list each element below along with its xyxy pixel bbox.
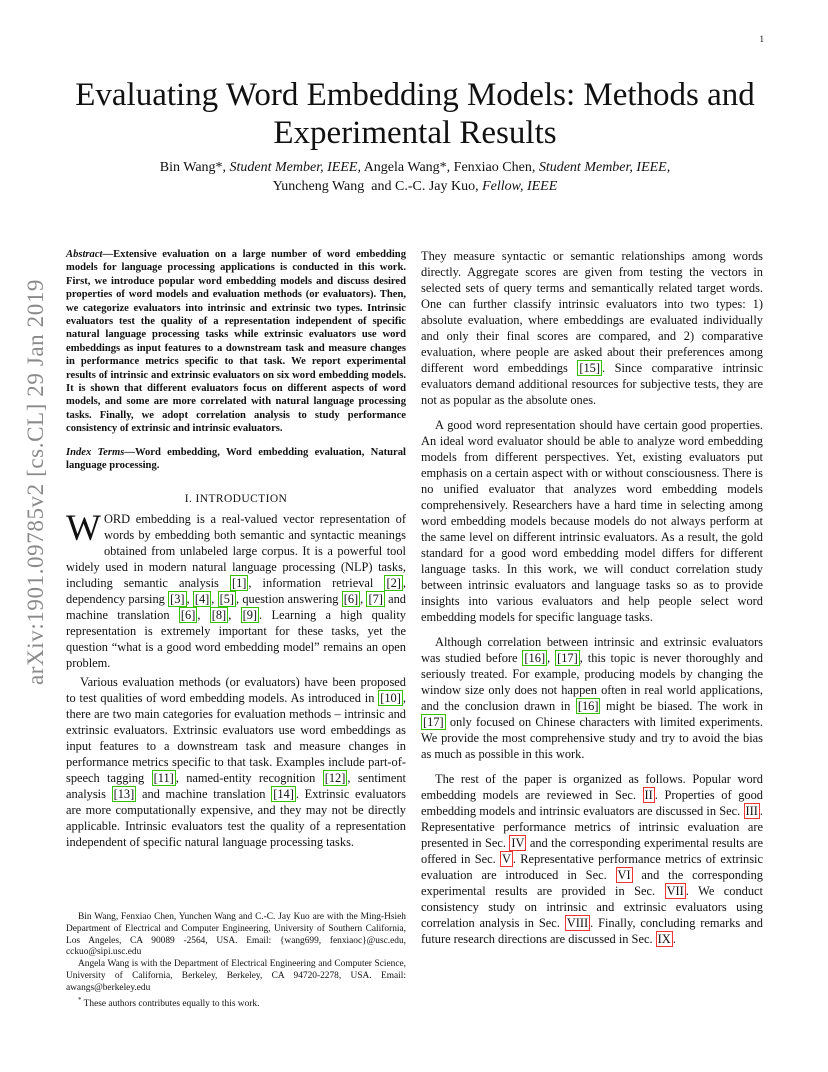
intro-text: , dependency parsing: [66, 575, 406, 606]
section-link[interactable]: II: [644, 788, 653, 802]
section-link[interactable]: III: [745, 804, 758, 818]
citation-link[interactable]: [14]: [273, 786, 294, 801]
citation-link[interactable]: [6]: [343, 591, 359, 606]
intro-text: ,: [360, 591, 367, 606]
right-paragraph-3: [421, 634, 763, 762]
footnote-mark: *: [78, 995, 82, 1004]
body-text: . Properties of good embedding models and intrinsic evaluators are discussed in Sec.: [421, 788, 763, 818]
body-text: . Finally, concluding remarks and future research directions are discussed in Sec.: [421, 916, 763, 946]
paper-title: [60, 76, 770, 152]
abstract-text: —Extensive evaluation on a large number of word embedding models for language processing applications is conducted in this work. First, we introduce popular word embedding models and discuss desired properties of word models and evaluation methods (or evaluators). Then, we categorize evaluators into intrinsic and extrinsic two types. Intrinsic evaluators test the quality of a representation independent of specific natural language processing tasks while extrinsic evaluators use word embeddings as input features to a downstream task and measure changes in performance metrics specific to that task. We report experimental results of intrinsic and extrinsic evaluators on six word embedding models. It is shown that different evaluators focus on different aspects of word models, and some are more correlated with natural language processing tasks. Finally, we adopt correlation analysis to study performance consistency of extrinsic and intrinsic evaluators.: [66, 249, 406, 435]
citation-link[interactable]: [3]: [170, 591, 185, 606]
abstract-label: Abstract: [66, 249, 103, 260]
body-text: . Representative performance metrics of extrinsic evaluation are introduced in Sec.: [421, 852, 763, 882]
author-1-role: Student Member, IEEE,: [229, 160, 361, 175]
citation-link[interactable]: [16]: [524, 651, 546, 665]
index-terms-text: —Word embedding, Word embedding evaluation, Natural language processing.: [66, 446, 406, 472]
citation-link[interactable]: [17]: [423, 715, 444, 729]
citation-link[interactable]: [12]: [324, 770, 346, 785]
title-line-2: Experimental Results: [273, 115, 557, 151]
right-paragraph-2: A good word representation should have certain good properties. An ideal word evaluator should be able to analyze word embedding models from different perspectives. Yet, existing evaluators put emphasis on a certain aspect with or without consciousness. There is no unified evaluator that analyzes word embedding models comprehensively. Researchers have a hard time in selecting among word embedding models because models do not always perform at the same level on different intrinsic evaluators. As a result, the gold standard for a good word embedding model differs for different language tasks. In this work, we will conduct correlation study between intrinsic evaluators and language tasks so as to provide insights into various evaluators and help people select word embedding models for specific language tasks.: [421, 418, 763, 624]
intro-text: , question answering: [236, 591, 342, 606]
right-paragraph-4: [421, 771, 763, 947]
footnote-affiliation-usc: Bin Wang, Fenxiao Chen, Yunchen Wang and C.-C. Jay Kuo are with the Ming-Hsieh Department of Electrical and Computer Engineering, University of Southern California, Los Angeles, CA 90089 -2564, USA. Email: {wang699, fenxiaoc}@usc.edu, cckuo@sipi.usc.edu: [66, 912, 406, 958]
body-text: ,: [547, 651, 556, 665]
citation-link[interactable]: [10]: [380, 690, 401, 705]
footnotes: [66, 912, 406, 1011]
index-terms-label: Index Terms: [66, 446, 125, 458]
arxiv-identifier: arXiv:1901.09785v2 [cs.CL] 29 Jan 2019: [23, 278, 48, 686]
citation-link[interactable]: [8]: [211, 607, 227, 622]
intro-text: ORD embedding is a real-valued vector representation of words by embedding both semantic and syntactic meanings obtained from unlabeled large corpus. It is a powerful tool widely used in modern natural language processing (NLP) tasks, including semantic analysis: [66, 511, 406, 590]
body-text: . Since comparative intrinsic evaluators demand additional resources for subjective tests, they are not as popular as the absolute ones.: [421, 361, 763, 407]
citation-link[interactable]: [13]: [113, 786, 135, 801]
section-link[interactable]: IV: [511, 836, 525, 850]
intro-text: ,: [228, 607, 241, 622]
intro-text: and machine translation: [66, 591, 407, 622]
abstract: [66, 248, 406, 436]
right-column: [421, 248, 763, 947]
body-text: . We conduct consistency study on intrinsic and extrinsic evaluators using correlation analysis in Sec.: [421, 884, 763, 930]
body-text: and the corresponding experimental results are offered in Sec.: [421, 836, 763, 866]
body-text: , this topic is never thoroughly and seriously treated. For example, producing models by changing the window size only does not happen often in real world applications, and the conclusion drawn in: [421, 651, 763, 713]
citation-link[interactable]: [15]: [579, 361, 600, 375]
intro-text: . Learning a high quality representation is extremely important for these tasks, yet the question “what is a good word embedding model” remains an open problem.: [66, 607, 407, 670]
citation-link[interactable]: [16]: [577, 699, 599, 713]
body-text: The rest of the paper is organized as follows. Popular word embedding models are reviewed in Sec.: [421, 772, 763, 802]
index-terms: [66, 446, 406, 473]
section-link[interactable]: VI: [617, 868, 631, 882]
intro-paragraph-1: [66, 507, 407, 671]
intro-text: . Extrinsic evaluators are more computationally expensive, and they may not be directly applicable. Intrinsic evaluators test the quality of a representation independent of specific natural language processing tasks.: [66, 786, 406, 849]
right-paragraph-1: [421, 248, 763, 408]
citation-link[interactable]: [17]: [557, 651, 578, 665]
citation-link[interactable]: [1]: [231, 575, 247, 590]
intro-text: , there are two main categories for evaluation methods – intrinsic and extrinsic evaluators. Extrinsic evaluators use word embeddings as input features to a downstream task and measure changes in performance metrics specific to that task. Examples include part-of-speech tagging: [66, 690, 406, 785]
intro-text: ,: [197, 607, 210, 622]
section-link[interactable]: V: [501, 852, 511, 866]
citation-link[interactable]: [11]: [153, 770, 174, 785]
author-5: and C.-C. Jay Kuo,: [371, 179, 479, 194]
author-3: Fenxiao Chen,: [453, 160, 536, 175]
section-link[interactable]: VII: [666, 884, 684, 898]
author-list: [60, 158, 770, 196]
intro-text: Various evaluation methods (or evaluators) have been proposed to test qualities of word embedding models. As introduced in: [66, 674, 406, 705]
citation-link[interactable]: [5]: [219, 591, 235, 606]
intro-text: ,: [186, 591, 193, 606]
intro-text: and machine translation: [136, 786, 272, 801]
section-link[interactable]: VIII: [566, 916, 589, 930]
footnote-text: These authors contributes equally to this work.: [81, 998, 260, 1009]
citation-link[interactable]: [4]: [194, 591, 210, 606]
left-column: [66, 248, 406, 850]
body-text: . Representative performance metrics of intrinsic evaluation are presented in Sec.: [421, 804, 763, 850]
body-text: and the corresponding experimental results are provided in Sec.: [421, 868, 763, 898]
body-text: Although correlation between intrinsic and extrinsic evaluators was studied before: [421, 635, 763, 665]
footnote-affiliation-berkeley: Angela Wang is with the Department of Electrical Engineering and Computer Science, University of California, Berkeley, Berkeley, CA 94720-2278, USA. Email: awangs@berkeley.edu: [66, 959, 406, 993]
author-1: Bin Wang*,: [159, 160, 227, 175]
author-4: Yuncheng Wang: [272, 179, 365, 194]
intro-text: , named-entity recognition: [175, 770, 323, 785]
author-2: Angela Wang*,: [363, 160, 451, 175]
author-5-role: Fellow, IEEE: [482, 179, 558, 194]
body-text: only focused on Chinese characters with limited experiments. We provide the most comprehensive study and try to avoid the bias as much as possible in this work.: [421, 715, 763, 761]
drop-cap: W: [66, 507, 101, 549]
body-text: They measure syntactic or semantic relationships among words directly. Aggregate scores are given from testing the vectors in selected sets of query terms and semantically related target words. One can further classify intrinsic evaluators into two types: 1) absolute evaluation, where embeddings are evaluated individually and only their final scores are compared, and 2) comparative evaluation, where people are asked about their preferences among different word embeddings: [421, 249, 763, 375]
body-text: .: [672, 932, 676, 946]
citation-link[interactable]: [9]: [242, 607, 258, 622]
citation-link[interactable]: [6]: [180, 607, 196, 622]
page-number: 1: [759, 34, 764, 44]
section-heading-introduction: I. INTRODUCTION: [184, 492, 288, 505]
author-3-role: Student Member, IEEE,: [538, 160, 671, 175]
intro-text: , information retrieval: [248, 575, 385, 590]
intro-text: ,: [211, 591, 218, 606]
footnote-equal-contribution: [66, 995, 406, 1011]
citation-link[interactable]: [7]: [368, 591, 383, 606]
intro-paragraph-2: [66, 674, 406, 850]
intro-text: , sentiment analysis: [66, 770, 406, 801]
body-text: might be biased. The work in: [600, 699, 763, 713]
citation-link[interactable]: [2]: [386, 575, 401, 590]
title-line-1: Evaluating Word Embedding Models: Methods and: [75, 77, 755, 113]
section-link[interactable]: IX: [657, 932, 671, 946]
